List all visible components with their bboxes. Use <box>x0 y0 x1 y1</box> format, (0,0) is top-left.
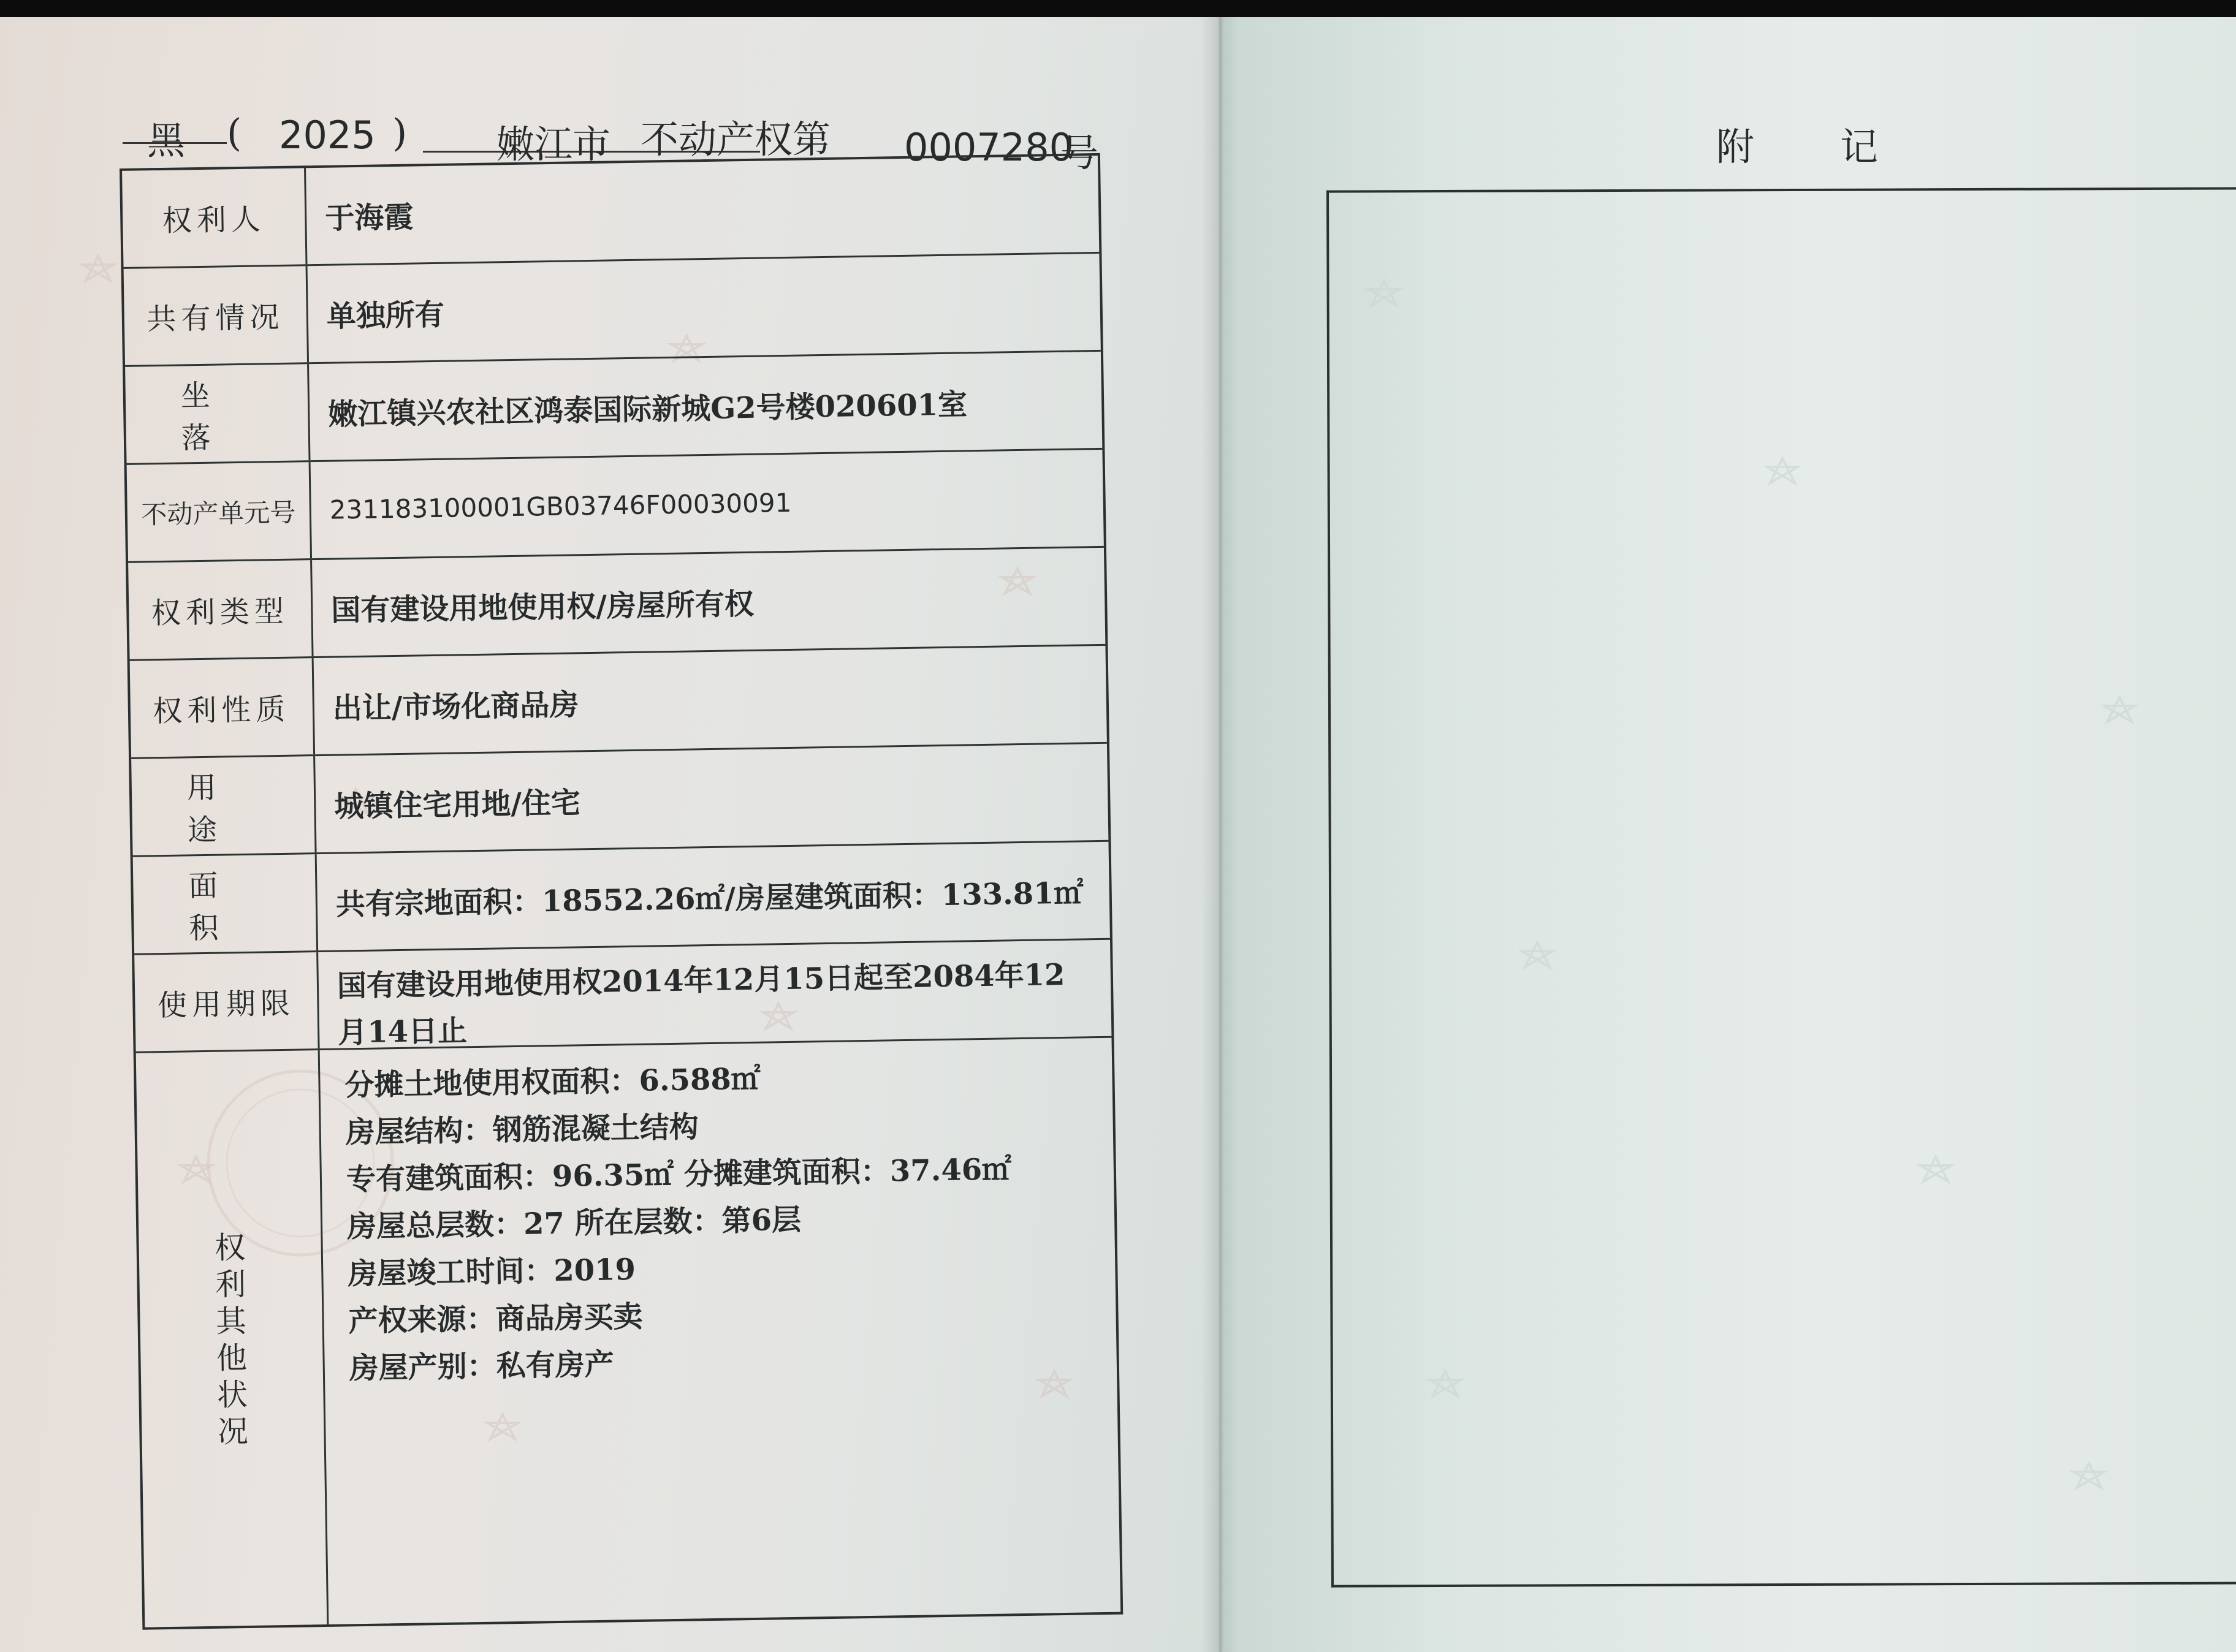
paren-open: ( <box>227 110 242 155</box>
list-item: 房屋产别：私有房产 <box>349 1347 615 1386</box>
other-label-char: 状 <box>216 1376 248 1413</box>
book-spine <box>1201 17 1238 1652</box>
list-item: 房屋结构：钢筋混凝土结构 <box>345 1110 699 1150</box>
table-row <box>130 646 1107 759</box>
row-value-right-type: 国有建设用地使用权/房屋所有权 <box>330 586 755 628</box>
annex-box <box>1326 187 2236 1587</box>
row-value-right-nature: 出让/市场化商品房 <box>332 688 579 726</box>
certificate-type-label: 不动产权第 <box>641 117 831 162</box>
province-abbr: 黑 <box>147 118 186 163</box>
list-item: 房屋总层数：27 所在层数：第6层 <box>346 1202 802 1245</box>
row-value-co-ownership: 单独所有 <box>326 297 445 334</box>
row-label-right-type: 权利类型 <box>128 560 313 659</box>
row-label-location: 坐落 <box>125 364 310 463</box>
list-item: 房屋竣工时间：2019 <box>347 1252 636 1292</box>
underline-province <box>123 142 227 144</box>
table-row-other <box>136 1038 1121 1629</box>
table-row <box>122 156 1099 269</box>
table-row <box>131 744 1108 857</box>
other-label-char: 他 <box>216 1339 248 1376</box>
row-value-owner: 于海霞 <box>324 200 414 236</box>
row-label-unit-number: 不动产单元号 <box>127 462 312 561</box>
row-label-right-nature: 权利性质 <box>130 658 315 757</box>
other-label-char: 况 <box>217 1413 249 1450</box>
table-row <box>133 842 1110 955</box>
number-suffix: 号 <box>1060 131 1099 175</box>
other-label-char: 利 <box>215 1266 246 1303</box>
row-label-other-status <box>136 1050 329 1629</box>
certificate-year: 2025 <box>279 113 376 157</box>
list-item: 专有建筑面积：96.35㎡ 分摊建筑面积：37.46㎡ <box>346 1152 1012 1197</box>
row-value-usage: 城镇住宅用地/住宅 <box>333 786 581 824</box>
table-row <box>124 254 1101 367</box>
other-label-char: 权 <box>214 1229 246 1266</box>
property-rights-table <box>120 153 1123 1630</box>
other-label-char: 其 <box>215 1303 247 1339</box>
table-row <box>134 940 1111 1053</box>
row-label-co-ownership: 共有情况 <box>124 266 309 365</box>
table-row <box>128 548 1105 661</box>
city-name: 嫩江市 <box>496 122 611 167</box>
table-row <box>125 352 1102 465</box>
row-label-owner: 权利人 <box>122 168 307 267</box>
list-item: 产权来源：商品房买卖 <box>348 1299 643 1339</box>
row-value-location: 嫩江镇兴农社区鸿泰国际新城G2号楼020601室 <box>327 387 968 432</box>
table-row <box>127 450 1104 563</box>
list-item: 分摊土地使用权面积：6.588㎡ <box>344 1061 761 1103</box>
annex-title: 附记 <box>1716 124 1964 169</box>
paren-close: ) <box>392 110 408 155</box>
row-label-term: 使用期限 <box>134 952 319 1051</box>
row-label-area: 面积 <box>133 854 318 953</box>
row-value-area: 共有宗地面积：18552.26㎡/房屋建筑面积：133.81㎡ <box>335 876 1084 922</box>
other-status-list <box>344 1051 1015 1392</box>
certificate-number: 0007280 <box>904 125 1074 170</box>
row-value-unit-number: 231183100001GB03746F00030091 <box>329 487 792 525</box>
row-value-term: 国有建设用地使用权2014年12月15日起至2084年12月14日止 <box>337 957 1065 1050</box>
row-label-usage: 用途 <box>131 756 316 855</box>
